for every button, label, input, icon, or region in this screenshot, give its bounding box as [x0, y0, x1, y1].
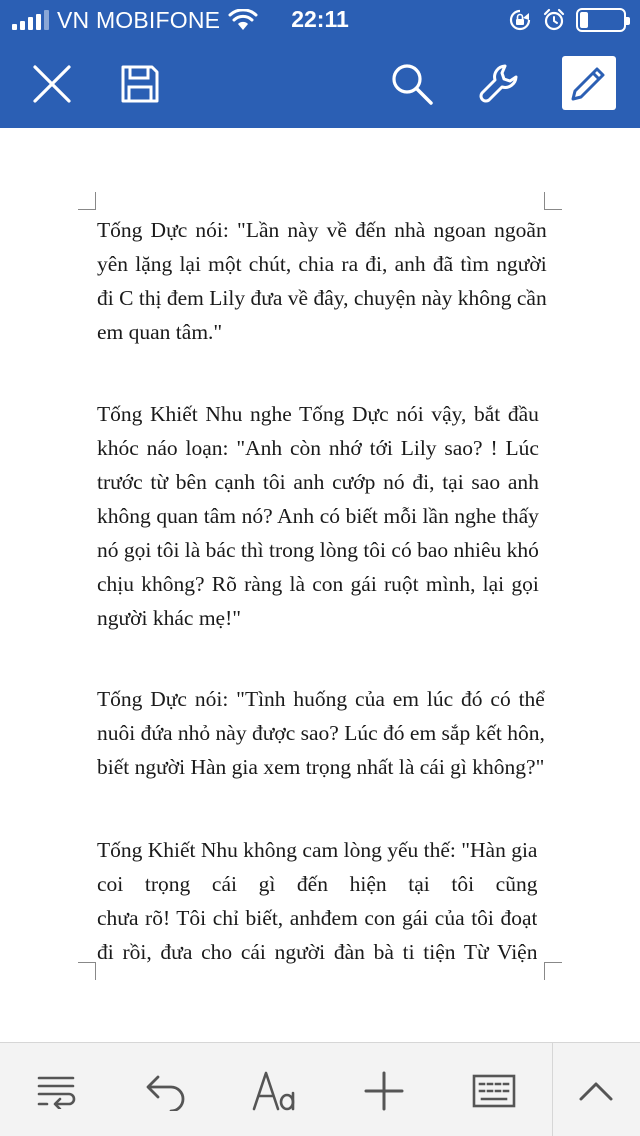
add-icon [364, 1071, 404, 1111]
search-button[interactable] [382, 54, 442, 114]
wrap-text-icon [36, 1073, 76, 1109]
page-margin-corner [544, 192, 562, 210]
alarm-icon [542, 8, 566, 32]
close-button[interactable] [22, 54, 82, 114]
text-line: chịu không? Rõ ràng là con gái ruột mình, lại gọi [97, 572, 539, 596]
paragraph [97, 682, 545, 784]
chevron-up-icon [578, 1079, 614, 1103]
expand-toolbar-button[interactable] [570, 1065, 622, 1117]
status-right [508, 7, 626, 33]
paragraph [97, 833, 537, 969]
text-line: không quan tâm nó? Anh có biết mỗi lần nghe thấy [97, 504, 539, 528]
text-line: trước từ bên cạnh tôi anh cướp nó đi, tại sao anh [97, 470, 539, 494]
text-line: nó gọi tôi là bác thì trong lòng tôi có bao nhiêu khó [97, 538, 539, 562]
wrap-text-button[interactable] [30, 1065, 82, 1117]
rotation-lock-icon [508, 8, 532, 32]
paragraph [97, 213, 547, 349]
text-line: biết người Hàn gia xem trọng nhất là cái gì không?" [97, 755, 545, 779]
page-margin-corner [544, 962, 562, 980]
search-icon [390, 62, 434, 106]
undo-button[interactable] [139, 1065, 191, 1117]
bottom-toolbar [0, 1042, 640, 1136]
text-line: đi rồi, đưa cho cái người đàn bà ti tiện Từ Viện [97, 940, 538, 964]
status-time: 22:11 [291, 6, 349, 32]
text-line: coi trọng cái gì đến hiện tại tôi cũng [97, 872, 538, 896]
paragraph [97, 397, 539, 635]
text-line: Tống Dực nói: "Lần này về đến nhà ngoan ngoãn [97, 218, 547, 242]
toolbar-divider [552, 1043, 553, 1136]
text-line: Tống Dực nói: "Tình huống của em lúc đó có thể [97, 687, 545, 711]
top-bar [0, 0, 640, 128]
page-margin-corner [78, 962, 96, 980]
text-line: đi C thị đem Lily đưa về đây, chuyện này không cần [97, 286, 547, 310]
insert-button[interactable] [358, 1065, 410, 1117]
text-line: Tống Khiết Nhu nghe Tống Dực nói vậy, bắt đầu [97, 402, 539, 426]
edit-button[interactable] [562, 56, 616, 110]
save-icon [120, 64, 160, 104]
status-bar [0, 0, 640, 40]
text-line: người khác mẹ!" [97, 606, 242, 630]
keyboard-icon [472, 1074, 516, 1108]
text-line: nuôi đứa nhỏ này được sao? Lúc đó em sắp kết hôn, [97, 721, 545, 745]
text-line: chưa rõ! Tôi chỉ biết, anhđem con gái của tôi đoạt [97, 906, 538, 930]
text-line: Tống Khiết Nhu không cam lòng yếu thế: "Hàn gia [97, 838, 538, 862]
document-toolbar [0, 40, 640, 128]
page-margin-corner [78, 192, 96, 210]
document-page[interactable] [0, 128, 640, 1042]
wrench-icon [478, 62, 522, 106]
text-line: yên lặng lại một chút, chia ra đi, anh đã tìm người [97, 252, 547, 276]
text-line: khóc náo loạn: "Anh còn nhớ tới Lily sao? ! Lúc [97, 436, 539, 460]
format-button[interactable] [249, 1065, 301, 1117]
pencil-icon [567, 61, 611, 105]
keyboard-button[interactable] [468, 1065, 520, 1117]
undo-icon [143, 1071, 187, 1111]
tools-button[interactable] [470, 54, 530, 114]
save-button[interactable] [110, 54, 170, 114]
carrier-name: VN MOBIFONE [57, 6, 221, 33]
close-icon [32, 64, 72, 104]
font-format-icon [251, 1069, 299, 1113]
battery-icon [576, 8, 626, 32]
text-line: em quan tâm." [97, 320, 223, 344]
